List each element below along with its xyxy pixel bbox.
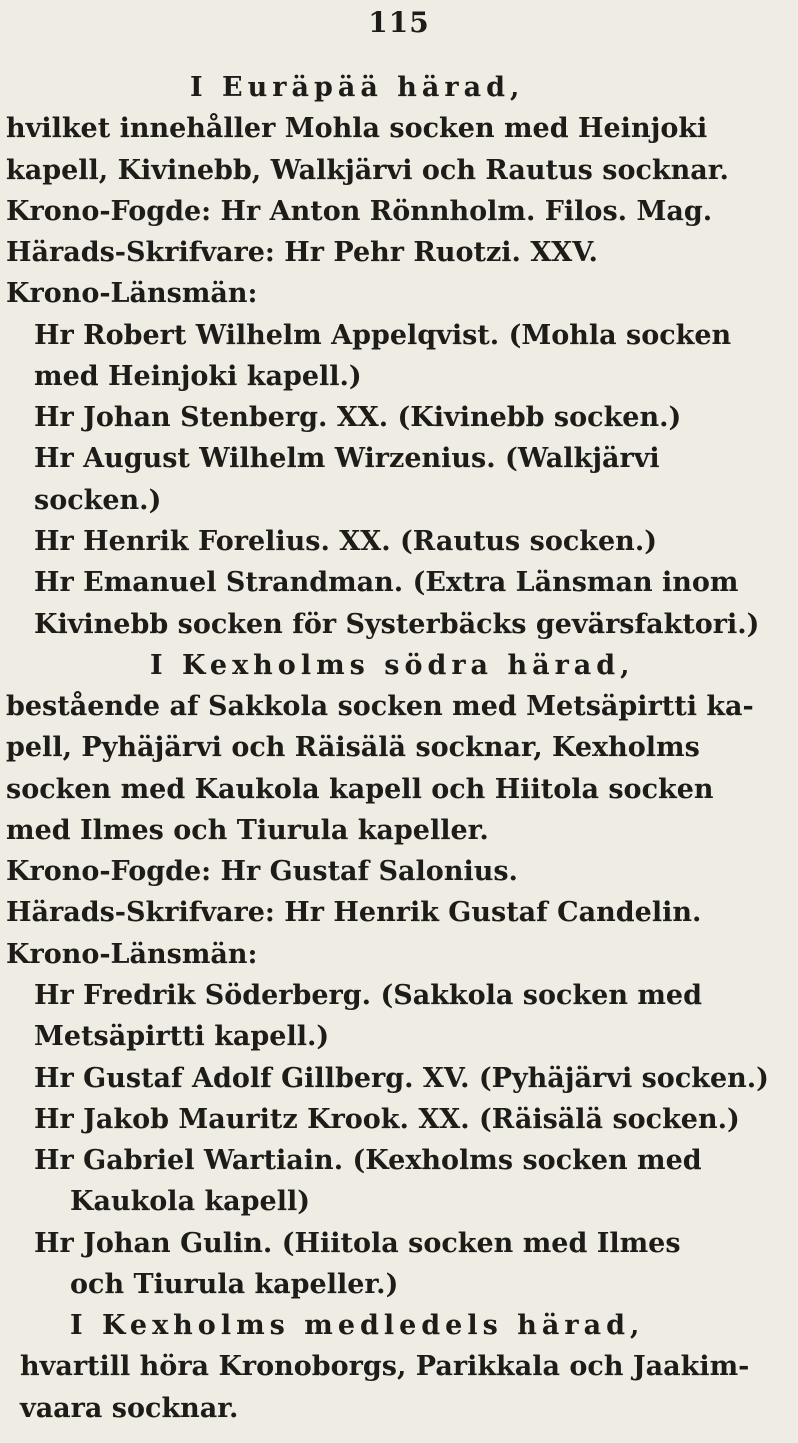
text-line: med Heinjoki kapell.) [34, 361, 362, 392]
text-line: och Tiurula kapeller.) [70, 1269, 399, 1300]
text-line: Hr Fredrik Söderberg. (Sakkola socken med [34, 980, 702, 1011]
text-line: Krono-Länsmän: [6, 939, 258, 970]
text-line: Krono-Fogde: Hr Anton Rönnholm. Filos. Mag. [6, 196, 713, 227]
text-line: Hr Henrik Forelius. XX. (Rautus socken.) [34, 526, 657, 557]
page-number: 115 [368, 6, 430, 39]
text-line: Hr August Wilhelm Wirzenius. (Walkjärvi [34, 443, 660, 474]
text-line: socken med Kaukola kapell och Hiitola socken [6, 774, 714, 805]
text-line: Härads-Skrifvare: Hr Henrik Gustaf Candelin. [6, 897, 702, 928]
text-line: Krono-Fogde: Hr Gustaf Salonius. [6, 856, 518, 887]
text-line: Hr Jakob Mauritz Krook. XX. (Räisälä socken.) [34, 1104, 740, 1135]
text-line: pell, Pyhäjärvi och Räisälä socknar, Kexholms [6, 732, 700, 763]
text-line: kapell, Kivinebb, Walkjärvi och Rautus socknar. [6, 155, 729, 186]
text-line: bestående af Sakkola socken med Metsäpirtti ka- [6, 691, 754, 722]
text-line: med Ilmes och Tiurula kapeller. [6, 815, 489, 846]
text-line: Hr Johan Gulin. (Hiitola socken med Ilmes [34, 1228, 681, 1259]
text-line: Hr Robert Wilhelm Appelqvist. (Mohla socken [34, 320, 732, 351]
section-heading-kexholms-sodra: I Kexholms södra härad, [150, 650, 635, 681]
text-line: vaara socknar. [20, 1393, 239, 1424]
text-line: hvartill höra Kronoborgs, Parikkala och Jaakim- [20, 1351, 750, 1382]
section-heading-euräpää: I Euräpää härad, [190, 72, 525, 103]
text-line: Metsäpirtti kapell.) [34, 1021, 330, 1052]
text-line: hvilket innehåller Mohla socken med Heinjoki [6, 113, 708, 144]
text-line: Kivinebb socken för Systerbäcks gevärsfaktori.) [34, 609, 760, 640]
text-line: Hr Emanuel Strandman. (Extra Länsman inom [34, 567, 739, 598]
section-heading-kexholms-medledels: I Kexholms medledels härad, [70, 1310, 645, 1341]
text-line: Hr Gustaf Adolf Gillberg. XV. (Pyhäjärvi socken.) [34, 1063, 769, 1094]
text-line: Hr Johan Stenberg. XX. (Kivinebb socken.) [34, 402, 682, 433]
text-line: Härads-Skrifvare: Hr Pehr Ruotzi. XXV. [6, 237, 598, 268]
text-line: Krono-Länsmän: [6, 278, 258, 309]
text-line: socken.) [34, 485, 162, 516]
text-line: Kaukola kapell) [70, 1186, 311, 1217]
text-line: Hr Gabriel Wartiain. (Kexholms socken med [34, 1145, 702, 1176]
